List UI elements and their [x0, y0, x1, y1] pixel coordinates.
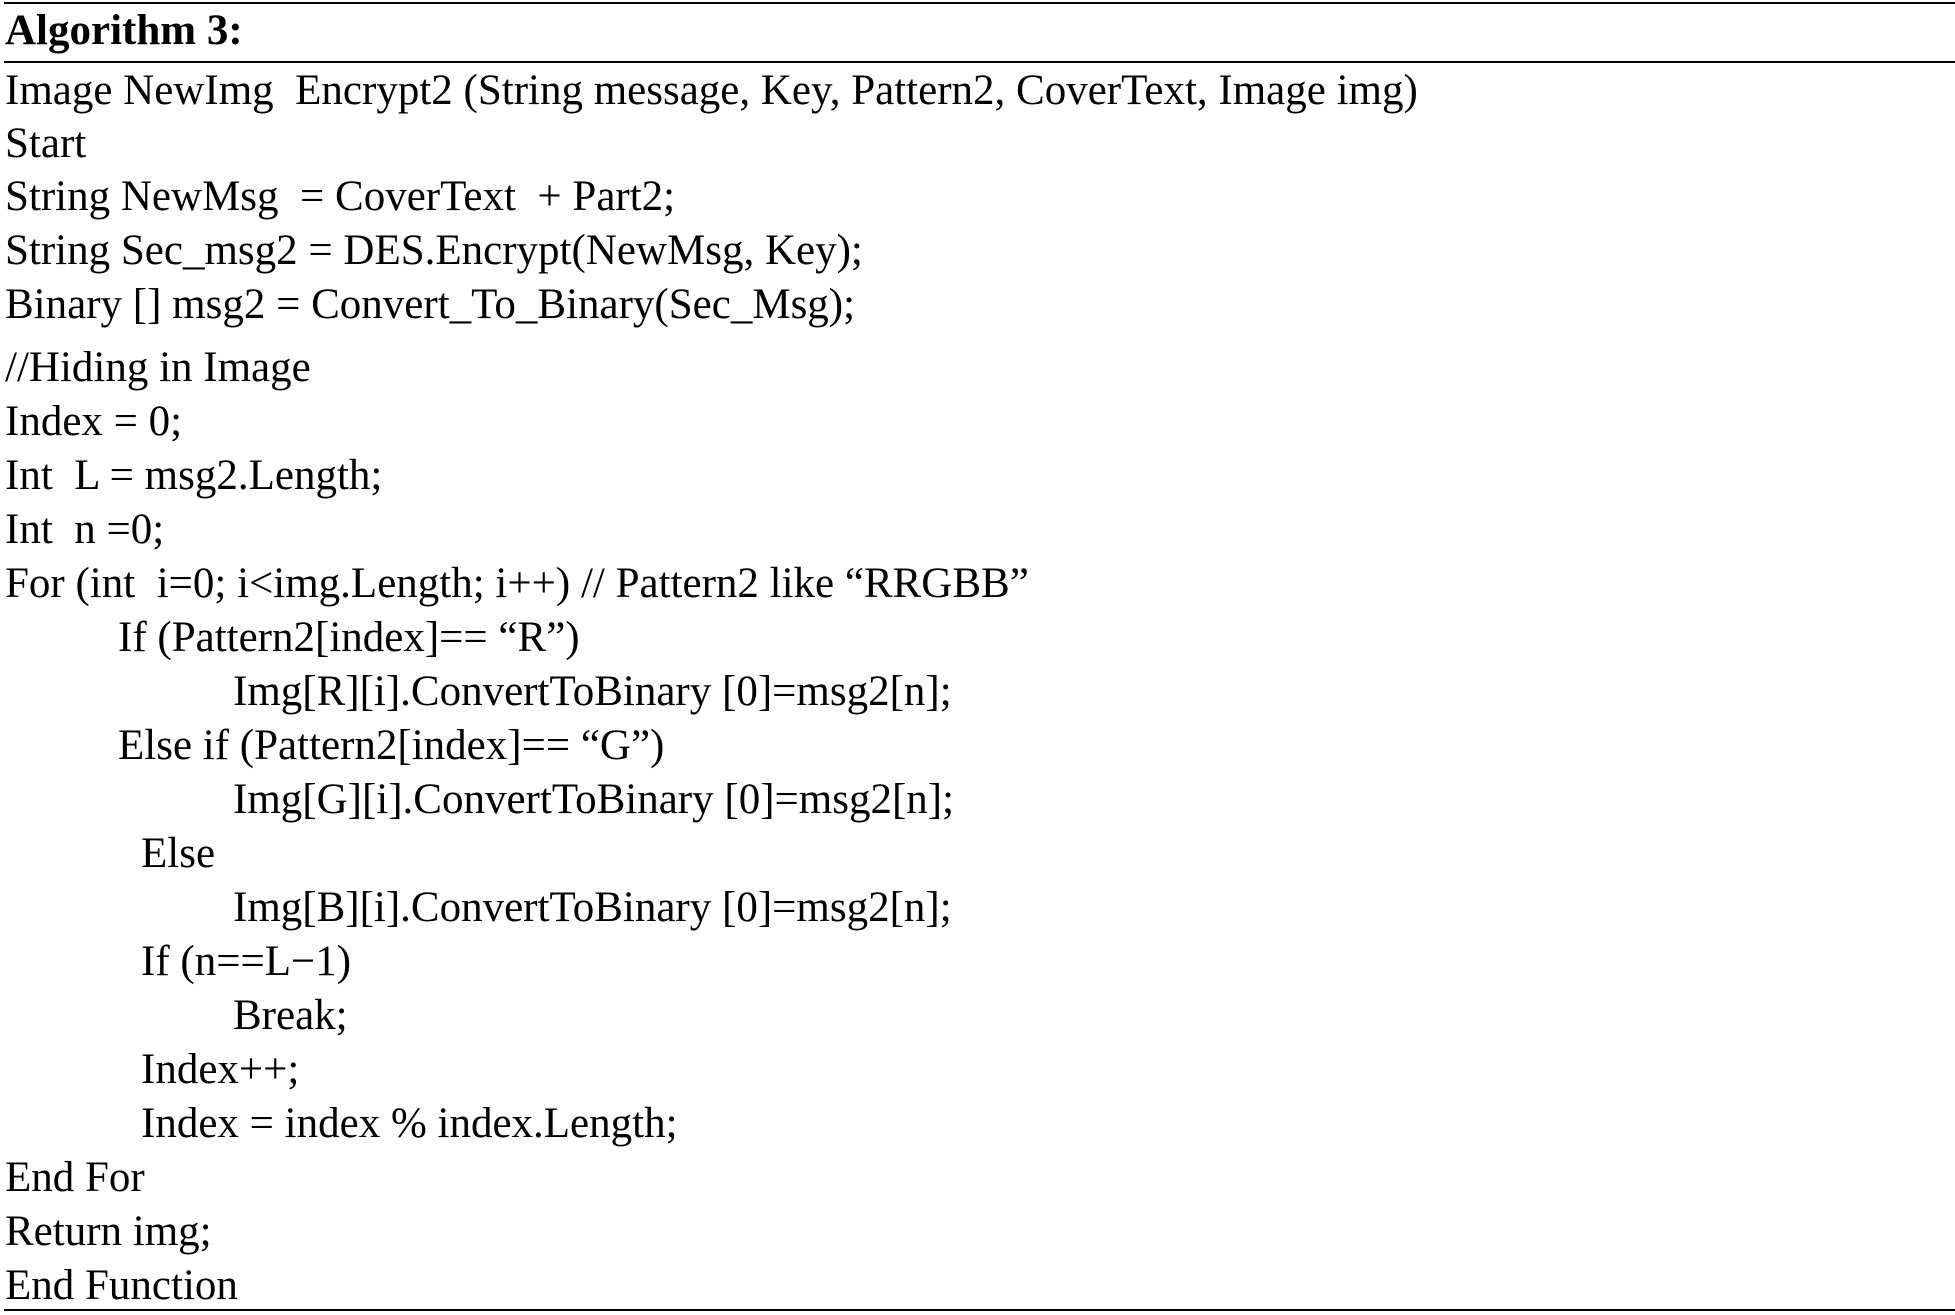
code-line-if-end: If (n==L−1) [141, 938, 352, 985]
code-line-set-b: Img[B][i].ConvertToBinary [0]=msg2[n]; [233, 884, 952, 931]
code-line-elseif-g: Else if (Pattern2[index]== “G”) [118, 722, 665, 769]
code-line-comment: //Hiding in Image [5, 344, 311, 391]
header-rule [4, 61, 1955, 63]
code-line-encrypt: String Sec_msg2 = DES.Encrypt(NewMsg, Key); [5, 227, 863, 274]
code-line-break: Break; [233, 992, 348, 1039]
code-line-if-r: If (Pattern2[index]== “R”) [118, 614, 580, 661]
code-line-set-r: Img[R][i].ConvertToBinary [0]=msg2[n]; [233, 668, 952, 715]
code-line-else: Else [141, 830, 216, 877]
code-line-index-init: Index = 0; [5, 398, 183, 445]
code-line-binary: Binary [] msg2 = Convert_To_Binary(Sec_Msg); [5, 281, 856, 328]
bottom-rule [4, 1309, 1955, 1311]
code-line-set-g: Img[G][i].ConvertToBinary [0]=msg2[n]; [233, 776, 955, 823]
code-line-signature: Image NewImg Encrypt2 (String message, Key, Pattern2, CoverText, Image img) [5, 67, 1418, 114]
code-line-newmsg: String NewMsg = CoverText + Part2; [5, 173, 676, 220]
code-line-return: Return img; [5, 1208, 212, 1255]
code-line-end-for: End For [5, 1154, 145, 1201]
code-line-n-init: Int n =0; [5, 506, 165, 553]
code-line-modulo: Index = index % index.Length; [141, 1100, 678, 1147]
code-line-increment: Index++; [141, 1046, 300, 1093]
code-line-for: For (int i=0; i<img.Length; i++) // Pattern2 like “RRGBB” [5, 560, 1029, 607]
algorithm-title: Algorithm 3: [5, 7, 243, 54]
code-line-start: Start [5, 120, 87, 167]
code-line-length: Int L = msg2.Length; [5, 452, 383, 499]
code-line-end-function: End Function [5, 1262, 238, 1309]
top-rule [4, 2, 1955, 4]
